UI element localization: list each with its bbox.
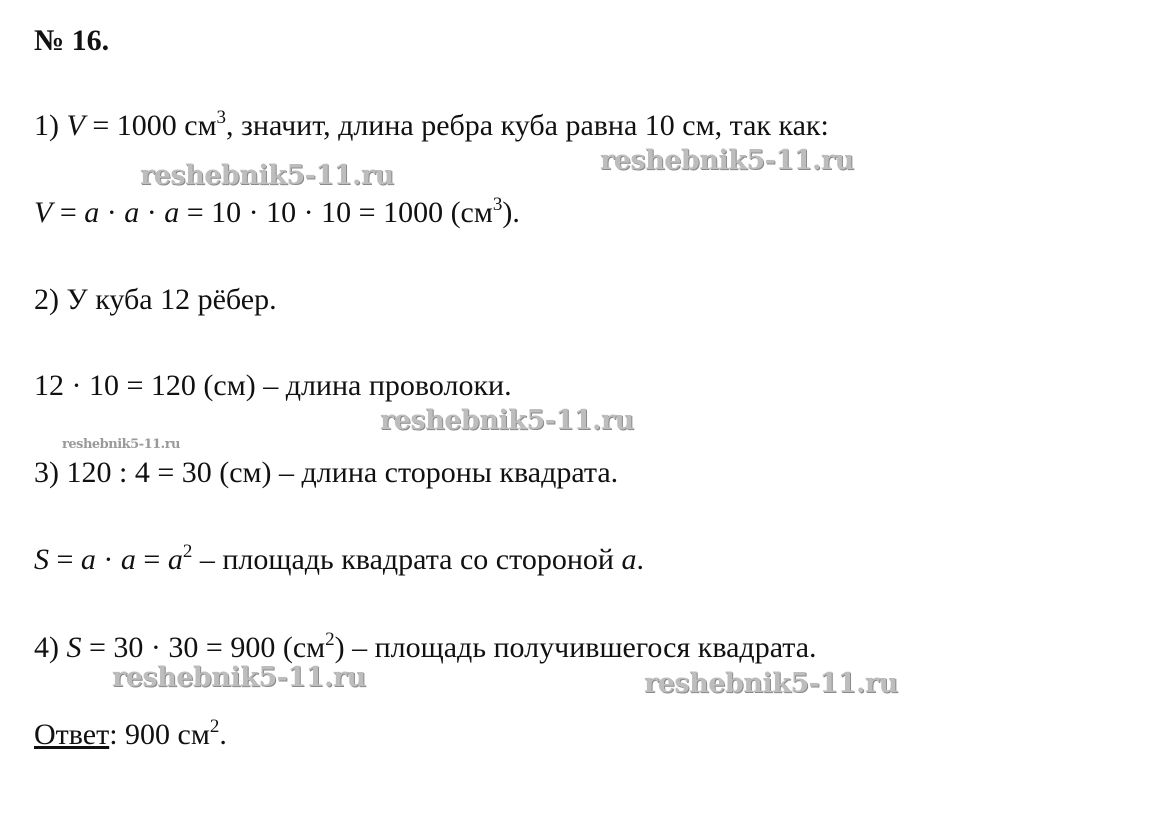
formula-dot: ·: [95, 543, 121, 576]
exponent: 2: [209, 716, 220, 737]
watermark: reshebnik5-11.ru: [600, 145, 854, 176]
answer-line: [34, 716, 227, 751]
formula-dot: ·: [99, 196, 125, 229]
formula-a: a: [167, 543, 183, 576]
step-4-calc: = 30 · 30 = 900 (см: [81, 631, 326, 664]
exponent: 2: [325, 629, 335, 650]
formula-a: a: [120, 543, 136, 576]
area-formula: [34, 541, 644, 576]
problem-number: № 16.: [34, 24, 110, 57]
volume-formula: [34, 194, 520, 229]
exponent: 3: [492, 194, 503, 215]
step-4-text: ) – площадь получившегося квадрата.: [334, 631, 817, 664]
formula-a: a: [84, 196, 100, 229]
step-4-line: [34, 629, 817, 664]
watermark: reshebnik5-11.ru: [380, 405, 634, 436]
answer-value: : 900 см: [109, 718, 210, 751]
step-1-prefix: 1): [34, 109, 67, 142]
answer-end: .: [219, 718, 227, 751]
formula-s: S: [66, 631, 82, 664]
step-3-line: 3) 120 : 4 = 30 (см) – длина стороны квадрата.: [34, 456, 619, 489]
step-1-text: , значит, длина ребра куба равна 10 см, так как:: [226, 109, 829, 142]
formula-a: a: [80, 543, 96, 576]
exponent: 3: [216, 107, 227, 128]
formula-a: a: [621, 543, 637, 576]
formula-eq: =: [135, 543, 168, 576]
wire-length-line: 12 · 10 = 120 (см) – длина проволоки.: [34, 369, 512, 402]
formula-a: a: [164, 196, 180, 229]
answer-label: Ответ: [34, 718, 110, 751]
formula-eq: =: [49, 543, 81, 576]
formula-eq: =: [52, 196, 85, 229]
formula-end: ).: [502, 196, 520, 229]
exponent: 2: [182, 541, 193, 562]
watermark: reshebnik5-11.ru: [112, 662, 366, 693]
formula-s: S: [34, 543, 49, 576]
step-2-line: 2) У куба 12 рёбер.: [34, 283, 277, 316]
formula-a: a: [124, 196, 140, 229]
volume-var: V: [66, 109, 85, 142]
watermark-small: reshebnik5-11.ru: [62, 437, 181, 452]
step-4-prefix: 4): [34, 631, 67, 664]
step-1-line: [34, 107, 829, 142]
watermark: reshebnik5-11.ru: [644, 668, 898, 699]
formula-dot: ·: [139, 196, 165, 229]
area-text: – площадь квадрата со стороной: [192, 543, 622, 576]
formula-calc: = 10 · 10 · 10 = 1000 (см: [179, 196, 493, 229]
formula-v: V: [34, 196, 53, 229]
volume-value: = 1000 см: [84, 109, 217, 142]
formula-end: .: [636, 543, 644, 576]
watermark: reshebnik5-11.ru: [140, 160, 394, 191]
